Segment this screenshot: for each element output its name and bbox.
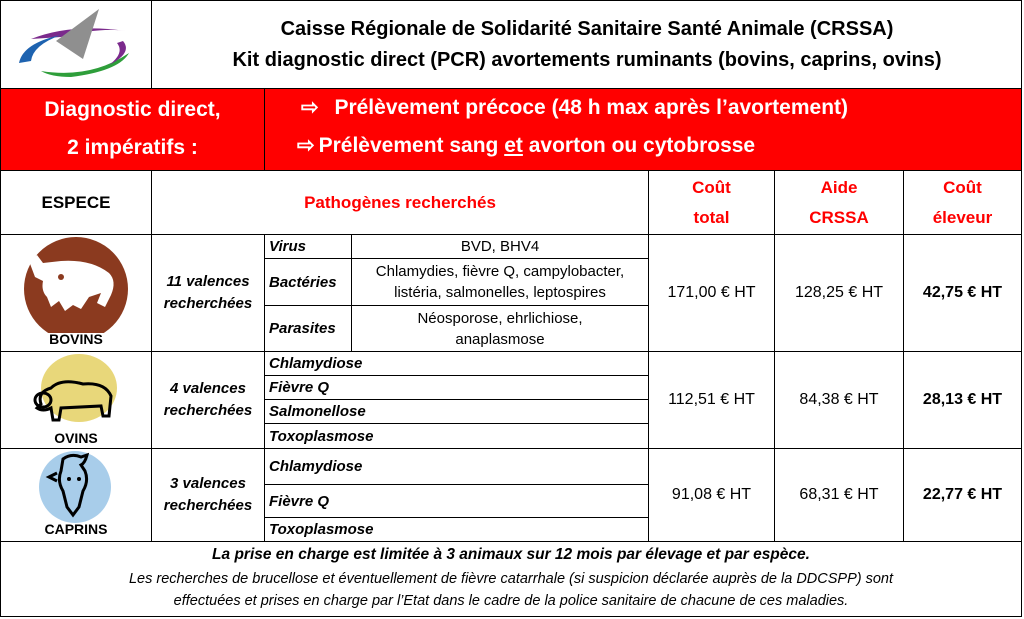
band-item-2: ⇨ Prélèvement sang et avorton ou cytobrosse <box>297 134 756 157</box>
goat-icon <box>1 451 151 525</box>
caprins-valences: 3 valences recherchées <box>163 475 253 514</box>
bovins-bacteries-label: Bactéries <box>269 273 337 291</box>
cow-icon <box>1 237 151 333</box>
footer-line-3: effectuées et prises en charge par l’Etat dans le cadre de la police sanitaire de chacune de ces maladies. <box>173 593 849 609</box>
footer-line-1: La prise en charge est limitée à 3 animaux sur 12 mois par élevage et par espèce. <box>212 546 810 563</box>
bovins-parasites-value: Néosporose, ehrlichiose, anaplasmose <box>417 309 583 348</box>
band-right <box>297 89 1021 169</box>
ovins-valences: 4 valences recherchées <box>163 380 253 419</box>
ovins-item: Salmonellose <box>269 403 366 420</box>
band-left-line-1: Diagnostic direct, <box>44 98 221 121</box>
bovins-parasites-label: Parasites <box>269 320 336 337</box>
bovins-virus-label: Virus <box>269 238 306 255</box>
col-espece: ESPECE <box>41 192 111 212</box>
bovins-cout-total: 171,00 € HT <box>667 284 756 301</box>
bovins-label: BOVINS <box>49 331 103 347</box>
band-left <box>1 89 264 169</box>
caprins-item: Fièvre Q <box>269 492 330 510</box>
bovins-valences: 11 valences recherchées <box>163 273 253 312</box>
ovins-eleveur: 28,13 € HT <box>922 391 1003 408</box>
ovins-item: Fièvre Q <box>269 379 330 396</box>
header-titles <box>152 5 1022 85</box>
bovins-bacteries-value: Chlamydies, fièvre Q, campylobacter, listéria, salmonelles, leptospires <box>375 263 625 301</box>
bovins-cell <box>1 235 151 351</box>
ovins-cell <box>1 352 151 448</box>
bovins-virus-value: BVD, BHV4 <box>460 238 540 255</box>
bovins-aide: 128,25 € HT <box>794 284 884 301</box>
band-left-line-2: 2 impératifs : <box>67 136 198 159</box>
ovins-label: OVINS <box>54 430 98 446</box>
arrow-right-icon: ⇨ <box>301 96 319 119</box>
arrow-right-icon: ⇨ <box>297 134 315 157</box>
title-line-1: Caisse Régionale de Solidarité Sanitaire Santé Animale (CRSSA) <box>280 18 894 40</box>
footer <box>1 542 1021 616</box>
caprins-eleveur: 22,77 € HT <box>922 486 1003 503</box>
ovins-item: Toxoplasmose <box>269 427 374 445</box>
ovins-cout-total: 112,51 € HT <box>668 391 755 408</box>
sheep-icon <box>1 354 151 432</box>
col-cout-total: Coût total <box>692 177 731 227</box>
ovins-aide: 84,38 € HT <box>799 391 879 408</box>
col-aide: Aide CRSSA <box>809 177 869 227</box>
logo <box>1 1 151 88</box>
caprins-cell <box>1 449 151 541</box>
caprins-item: Toxoplasmose <box>269 521 374 538</box>
ovins-item: Chlamydiose <box>269 355 363 372</box>
bovins-eleveur: 42,75 € HT <box>922 284 1003 301</box>
caprins-cout-total: 91,08 € HT <box>671 486 752 503</box>
caprins-item: Chlamydiose <box>269 458 363 475</box>
title-line-2: Kit diagnostic direct (PCR) avortements ruminants (bovins, caprins, ovins) <box>232 49 942 71</box>
col-pathogenes: Pathogènes recherchés <box>304 192 496 212</box>
caprins-aide: 68,31 € HT <box>799 486 879 503</box>
col-eleveur: Coût éleveur <box>932 177 993 227</box>
caprins-label: CAPRINS <box>44 521 108 537</box>
footer-line-2: Les recherches de brucellose et éventuellement de fièvre catarrhale (si suspicion déclarée auprès de la DDCSPP) sont <box>128 571 894 587</box>
band-item-1: ⇨ Prélèvement précoce (48 h max après l’avortement) <box>301 96 849 119</box>
crssa-logo-icon <box>1 1 151 88</box>
